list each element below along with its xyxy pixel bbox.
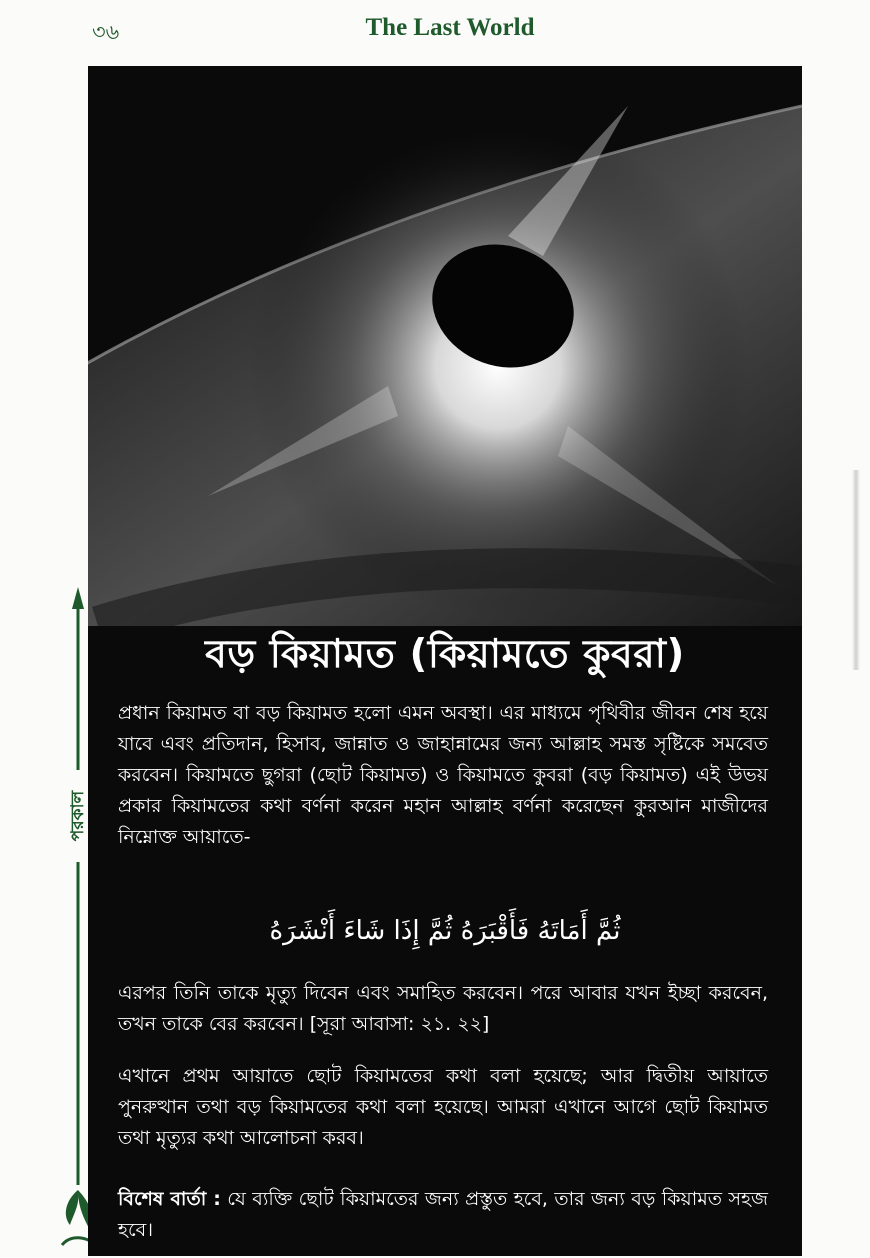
translation-paragraph: এরপর তিনি তাকে মৃত্যু দিবেন এবং সমাহিত করবেন। পরে আবার যখন ইচ্ছা করবেন, তখন তাকে বের করবেন। [সূরা আবাসা: ২১. ২২] [118, 982, 768, 1035]
page-number: ৩৬ [92, 20, 120, 44]
side-tab-label: পরকাল [68, 790, 89, 842]
special-note-text: যে ব্যক্তি ছোট কিয়ামতের জন্য প্রস্তুত হবে, তার জন্য বড় কিয়ামত সহজ হবে। [118, 1188, 768, 1241]
binding-shadow [852, 470, 860, 670]
section-heading: বড় কিয়ামত (কিয়ামতে কুবরা) [205, 632, 685, 677]
planet-impact-illustration [88, 66, 802, 626]
content-panel [88, 66, 802, 1256]
special-note-label: বিশেষ বার্তা : [118, 1188, 221, 1210]
running-title: The Last World [365, 14, 535, 41]
quran-verse: ثُمَّ أَمَاتَهُ فَأَقْبَرَهُ ثُمَّ إِذَا شَاءَ أَنْشَرَهُ [269, 916, 621, 946]
explanation-paragraph: এখানে প্রথম আয়াতে ছোট কিয়ামতের কথা বলা হয়েছে; আর দ্বিতীয় আয়াতে পুনরুত্থান তথা বড় কিয়ামতের কথা বলা হয়েছে। আমরা এখানে আগে ছোট কিয়ামত তথা মৃত্যুর কথা আলোচনা করব। [118, 1065, 768, 1149]
special-note [118, 1184, 768, 1246]
intro-paragraph: প্রধান কিয়ামত বা বড় কিয়ামত হলো এমন অবস্থা। এর মাধ্যমে পৃথিবীর জীবন শেষ হয়ে যাবে এবং প্রতিদান, হিসাব, জান্নাত ও জাহান্নামের জন্য আল্লাহ সমস্ত সৃষ্টিকে সমবেত করবেন। কিয়ামতে ছুগরা (ছোট কিয়ামত) ও কিয়ামতে কুবরা (বড় কিয়ামত) এই উভয় প্রকার কিয়ামতের কথা বর্ণনা করেন মহান আল্লাহ বর্ণনা করেছেন কুরআন মাজীদের নিম্নোক্ত আয়াতে- [118, 702, 768, 848]
